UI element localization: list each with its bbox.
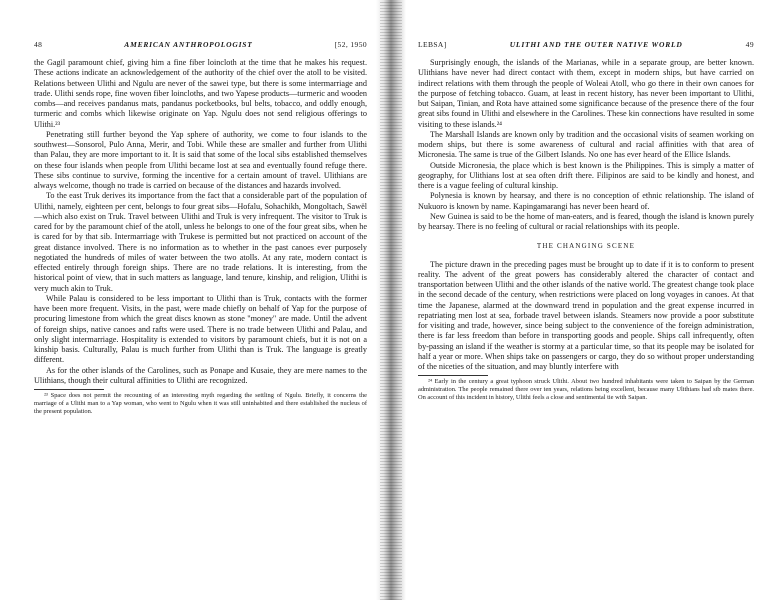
right-body-text	[418, 58, 754, 372]
footnote-divider	[418, 375, 488, 376]
paragraph: Polynesia is known by hearsay, and there is no conception of ethnic relationship. The island of Nukuoro is known by name. Kapingamarangi has never been heard of.	[418, 191, 754, 211]
right-footnotes	[418, 378, 754, 402]
paragraph: To the east Truk derives its importance from the fact that a considerable part of the population of Ulithi, namely, eighteen per cent, belongs to four great sibs—Hofalu, Sohachikh, Mongoltach, Sawël—which also exist on Truk. Travel between Ulithi and Truk is very infrequent. The visitor to Truk is cared for by the paramount chief of the atoll, unless he belongs to one of the four great sibs, when he is cared for by that sib. Intermarriage with Trukese is permitted but not practiced on account of the great distance involved. There is no information as to whether in the past canoes ever purposely negotiated the hundreds of miles of water between the two atolls. At any rate, modern contact is effected entirely through foreign ships. There are no trade relations. It is interesting, from the historical point of view, that in such matters as language, land tenure, kinship, and religion, Ulithi is very much akin to Truk.	[34, 191, 367, 293]
left-body-text	[34, 58, 367, 386]
paragraph: The Marshall Islands are known only by tradition and the occasional visits of seamen working on modern ships, but there is some awareness of cultural and racial affinities with that area of Micronesia. The same is true of the Gilbert Islands. No one has ever heard of the Ellice Islands.	[418, 129, 754, 160]
left-footnotes	[34, 392, 367, 416]
paragraph: While Palau is considered to be less important to Ulithi than is Truk, contacts with the former have been more frequent. Visits, in the past, were made chiefly on behalf of Yap for the purpose of procuring limestone from which the great discs known as stone "money" are made. Until the advent of foreign ships, native canoes and rafts were used. There is no trade between Ulithi and Palau, and only slight intermarriage. Hospitality is extended to visitors by paramount chiefs, but it is not on a kinship basis. Culturally, Palau is much further from Ulithi than is Truk. The language is greatly different.	[34, 293, 367, 365]
running-title: ULITHI AND THE OUTER NATIVE WORLD	[509, 40, 683, 49]
section-label: LEBSA]	[418, 40, 447, 49]
left-page-header	[34, 40, 367, 49]
footnote-divider	[34, 389, 104, 390]
page-number: 49	[745, 40, 754, 49]
right-page	[385, 0, 776, 600]
paragraph: The picture drawn in the preceding pages must be brought up to date if it is to conform to present reality. The advent of the great powers has considerably altered the character of contact and transportation between Ulithi and the other islands of the native world. The greatest change took place in the second decade of the century, when restrictions were placed on long voyages in canoes. At that time the Japanese, alarmed at the downward trend in population and the great expense incurred in repatriating men lost at sea, forbade travel between islands. Steamers now provide a poor substitute for visiting and trade, however, since being subject to the convenience of the foreign administration, there is far less freedom than before in transporting goods and people. Ships call infrequently, often by-passing an island if the weather is stormy at a particular time, so that its people may be isolated for half a year or more. When ships take on passengers or cargo, they do so without proper understanding of the niceties of the situation, and may bluntly interfere with	[418, 259, 754, 371]
right-page-header	[418, 40, 754, 49]
footnote: ²³ Space does not permit the recounting of an interesting myth regarding the settling of Ngulu. Briefly, it concerns the marriage of a Ulithi man to a Yap woman, who went to Ngulu when it was still uninhabited and there established the nucleus of the present population.	[34, 392, 367, 416]
footnote: ²⁴ Early in the century a great typhoon struck Ulithi. About two hundred inhabitants were taken to Saipan by the German administration. The people remained there over ten years, relations being excellent, because many Ulithians had sib mates there. On account of this incident in history, Ulithi feels a close and sentimental tie with Saipan.	[418, 378, 754, 402]
paragraph: As for the other islands of the Carolines, such as Ponape and Kusaie, they are mere names to the Ulithians, though their cultural affinities to Ulithi are recognized.	[34, 365, 367, 385]
paragraph: Outside Micronesia, the place which is best known is the Philippines. This is simply a matter of geography, for Ulithians lost at sea often drift there. Filipinos are said to be kindly and honest, and there is a vague feeling of cultural kinship.	[418, 160, 754, 190]
left-page	[0, 0, 385, 600]
running-title: AMERICAN ANTHROPOLOGIST	[124, 40, 253, 49]
paragraph: Surprisingly enough, the islands of the Marianas, while in a separate group, are better known. Ulithians have never had direct contact with them, except in modern ships, but have carried on indirect relations with them through the people of Woleai Atoll, who go there in their own canoes for the purpose of fetching tobacco. Guam, at least in recent history, has never been important to Ulithi, but Saipan, Tinian, and Rota have attained some significance because of the presence there of the four great sibs found in Ulithi and elsewhere in the Carolines. These kin connections have resulted in some visiting to these islands.²⁴	[418, 58, 754, 129]
paragraph: New Guinea is said to be the home of man-eaters, and is feared, though the island is known purely by hearsay. There is no feeling of cultural or racial relationships with its people.	[418, 211, 754, 231]
volume-label: [52, 1950	[334, 40, 367, 49]
paragraph: Penetrating still further beyond the Yap sphere of authority, we come to four islands to the southwest—Sonsorol, Pulo Anna, Merir, and Tobi. While these are smaller and further from Ulithi than Palau, they are more important to it. It is said that some of the local sibs established themselves on these four islands when people from Ulithi became lost at sea and eventually found refuge there. These sibs continue to survive, forming the incentive for a certain amount of travel. Ulithians are always welcome, though no trade is carried on because of the distances and hazards involved.	[34, 129, 367, 190]
paragraph: the Gagil paramount chief, giving him a fine fiber loincloth at the time that he makes his request. These actions indicate an acknowledgement of the authority of the chief over the atoll to be visited. Relations between Ulithi and Ngulu are never of the sawei type, but there is some intermarriage and trade. Ulithi sends rope, fine woven fiber loincloths, and two Yapese products—turmeric and wooden combs—and receives pandanus mats, pandanus pocketbooks, bul belts, tobacco, and oddly enough, turmeric and combs which likewise originate on Yap. Ngulu does not send religious offerings to Ulithi.²³	[34, 58, 367, 129]
page-number: 48	[34, 40, 43, 49]
section-heading: THE CHANGING SCENE	[536, 242, 636, 251]
